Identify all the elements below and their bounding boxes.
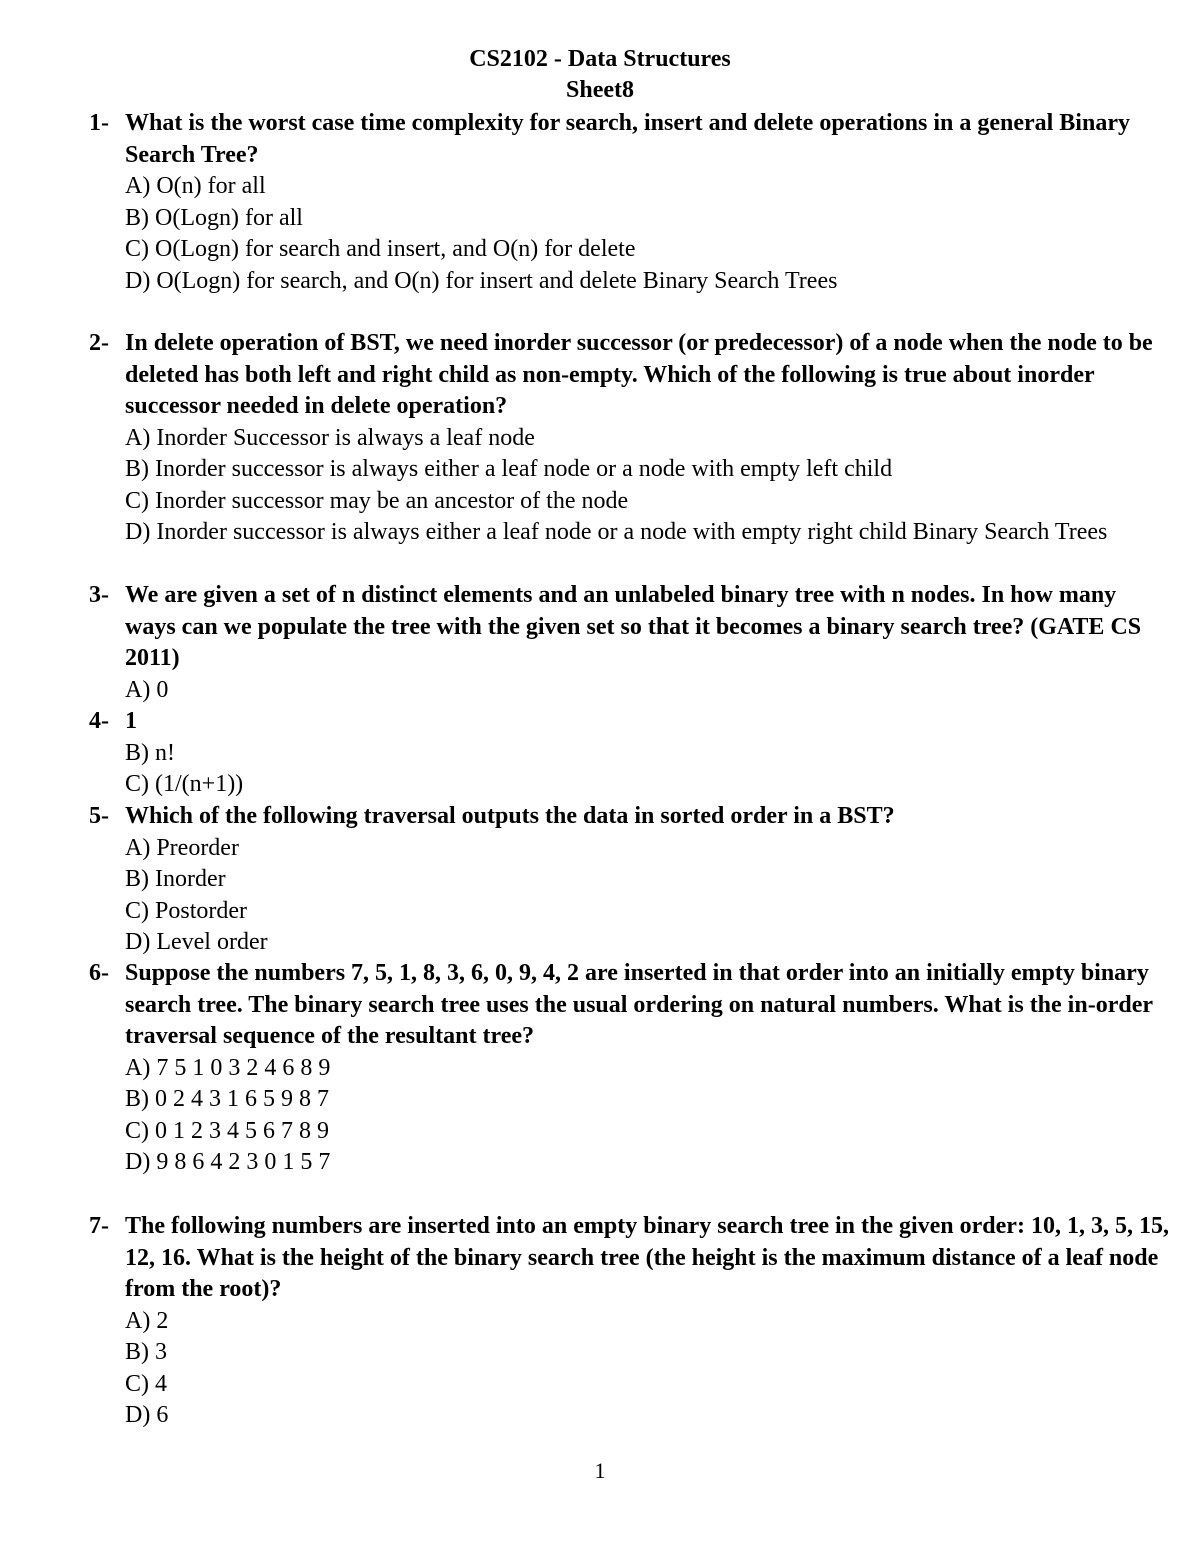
answer-option: D) 9 8 6 4 2 3 0 1 5 7 <box>125 1149 331 1175</box>
question-text: In delete operation of BST, we need inorder successor (or predecessor) of a node when the node to be deleted has both left and right child as non-empty. Which of the following is true about inorder successor needed in delete operation? <box>125 330 1153 419</box>
answer-option: C) Postorder <box>125 897 247 924</box>
question-7 <box>89 1211 1169 1432</box>
answer-option: D) Inorder successor is always either a leaf node or a node with empty right child Binary Search Trees <box>125 519 1108 545</box>
answer-option: B) Inorder <box>125 866 226 892</box>
question-5 <box>89 801 1169 959</box>
question-text: What is the worst case time complexity for search, insert and delete operations in a general Binary Search Tree? <box>125 110 1130 168</box>
question-number: 3- <box>89 582 109 608</box>
answer-option: C) 4 <box>125 1370 167 1397</box>
question-text: Suppose the numbers 7, 5, 1, 8, 3, 6, 0, 9, 4, 2 are inserted in that order into an initially empty binary search tree. The binary search tree uses the usual ordering on natural numbers. What is the in-order traversal sequence of the resultant tree? <box>125 960 1153 1049</box>
document-title: CS2102 - Data Structures <box>469 46 731 72</box>
question-4 <box>89 706 1169 801</box>
answer-option: A) 2 <box>125 1307 169 1334</box>
answer-option: B) Inorder successor is always either a leaf node or a node with empty left child <box>125 456 893 482</box>
answer-option: D) Level order <box>125 929 268 955</box>
question-2 <box>89 328 1169 549</box>
question-number: 4- <box>89 708 109 734</box>
answer-option: C) Inorder successor may be an ancestor of the node <box>125 487 629 514</box>
question-number: 7- <box>89 1213 109 1239</box>
question-number: 6- <box>89 960 109 986</box>
answer-option: D) O(Logn) for search, and O(n) for insert and delete Binary Search Trees <box>125 267 838 294</box>
answer-option: B) 3 <box>125 1339 167 1365</box>
question-number: 1- <box>89 110 109 136</box>
document-subtitle: Sheet8 <box>566 77 634 103</box>
question-3 <box>89 580 1169 706</box>
question-number: 2- <box>89 330 109 356</box>
answer-option: A) 0 <box>125 676 169 703</box>
answer-option: D) 6 <box>125 1402 169 1428</box>
question-text: The following numbers are inserted into an empty binary search tree in the given order: 10, 1, 3, 5, 15, 12, 16. What is the height of the binary search tree (the height is the maximum distance of a leaf node from the root)? <box>125 1213 1169 1302</box>
question-1 <box>89 108 1169 297</box>
question-text: 1 <box>125 708 137 734</box>
answer-option: B) n! <box>125 739 175 766</box>
page-number: 1 <box>594 1458 606 1483</box>
answer-option: A) Inorder Successor is always a leaf node <box>125 424 535 451</box>
answer-option: A) 7 5 1 0 3 2 4 6 8 9 <box>125 1054 331 1081</box>
answer-option: A) O(n) for all <box>125 173 266 199</box>
answer-option: C) O(Logn) for search and insert, and O(n) for delete <box>125 236 636 262</box>
answer-option: C) (1/(n+1)) <box>125 771 244 797</box>
question-text: We are given a set of n distinct elements and an unlabeled binary tree with n nodes. In how many ways can we populate the tree with the given set so that it becomes a binary search tree? (GATE CS 2011) <box>125 582 1142 671</box>
question-6 <box>89 958 1169 1179</box>
answer-option: B) O(Logn) for all <box>125 204 303 231</box>
answer-option: C) 0 1 2 3 4 5 6 7 8 9 <box>125 1117 329 1144</box>
answer-option: A) Preorder <box>125 834 239 861</box>
question-text: Which of the following traversal outputs the data in sorted order in a BST? <box>125 803 895 829</box>
question-number: 5- <box>89 803 109 829</box>
answer-option: B) 0 2 4 3 1 6 5 9 8 7 <box>125 1086 329 1112</box>
